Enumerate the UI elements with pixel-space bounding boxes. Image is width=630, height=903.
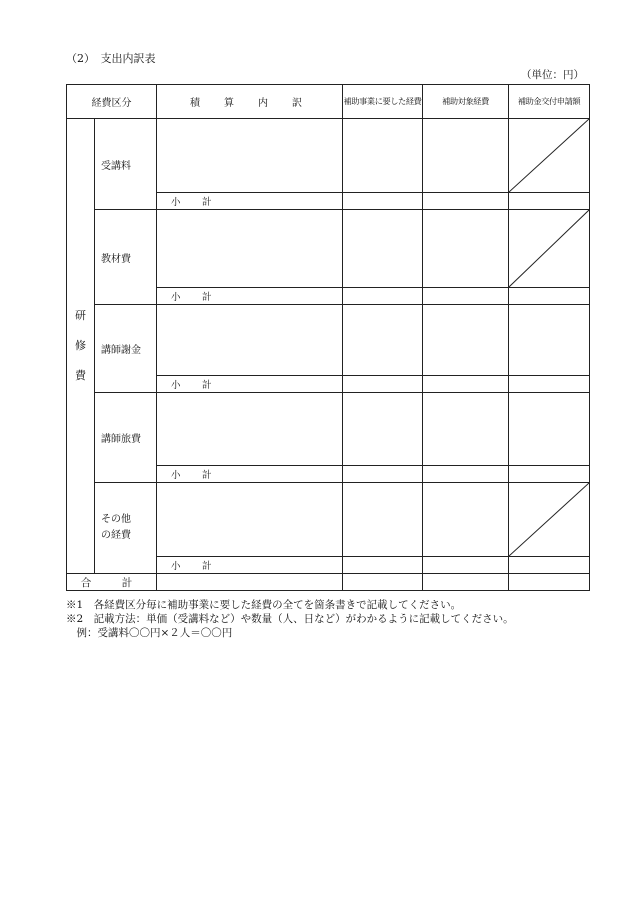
subtotal-grant-cell[interactable] (509, 288, 590, 305)
breakdown-cell[interactable] (157, 483, 343, 557)
subtotal-grant-cell[interactable] (509, 193, 590, 210)
subtotal-label: 小 計 (157, 193, 343, 210)
subtotal-grant-cell[interactable] (509, 376, 590, 393)
table-row (67, 119, 590, 193)
grant-request-cell[interactable] (509, 305, 590, 376)
required-cost-cell[interactable] (343, 483, 423, 557)
eligible-cost-cell[interactable] (423, 119, 509, 193)
subtotal-label: 小 計 (157, 376, 343, 393)
subtotal-eligible-cell[interactable] (423, 557, 509, 574)
grant-request-cell[interactable] (509, 393, 590, 466)
total-label: 合 計 (67, 574, 157, 591)
subtotal-eligible-cell[interactable] (423, 376, 509, 393)
subcategory-lecturer-travel: 講師旅費 (95, 393, 157, 483)
subtotal-required-cell[interactable] (343, 193, 423, 210)
header-required-cost: 補助事業に要した経費 (343, 85, 423, 119)
note-2: ※2 記載方法：単価（受講料など）や数量（人、日など）がわかるように記載してください。 (66, 613, 514, 625)
subtotal-required-cell[interactable] (343, 557, 423, 574)
total-grant-cell[interactable] (509, 574, 590, 591)
subtotal-grant-cell[interactable] (509, 557, 590, 574)
eligible-cost-cell[interactable] (423, 210, 509, 288)
header-grant-request: 補助金交付申請額 (509, 85, 590, 119)
subcategory-other-line1: その他 (101, 514, 131, 525)
required-cost-cell[interactable] (343, 393, 423, 466)
table-row (67, 210, 590, 288)
required-cost-cell[interactable] (343, 305, 423, 376)
subtotal-label: 小 計 (157, 466, 343, 483)
subcategory-lecturer-fee: 講師謝金 (95, 305, 157, 393)
main-category-char: 研 (75, 309, 86, 322)
breakdown-cell[interactable] (157, 119, 343, 193)
table-row (67, 393, 590, 466)
subtotal-required-cell[interactable] (343, 376, 423, 393)
table-header-row (67, 85, 590, 119)
eligible-cost-cell[interactable] (423, 483, 509, 557)
diagonal-slash (509, 483, 589, 556)
grant-request-cell-disabled (509, 483, 590, 557)
section-heading: （2） 支出内訳表 (66, 52, 156, 65)
required-cost-cell[interactable] (343, 210, 423, 288)
main-category-char: 修 (75, 339, 86, 352)
total-eligible-cell[interactable] (423, 574, 509, 591)
grant-request-cell-disabled (509, 210, 590, 288)
main-category-training (67, 119, 95, 574)
breakdown-cell[interactable] (157, 393, 343, 466)
note-example: 例：受講料〇〇円×２人＝〇〇円 (66, 627, 233, 639)
subtotal-eligible-cell[interactable] (423, 466, 509, 483)
notes (66, 598, 514, 640)
total-row (67, 574, 590, 591)
breakdown-cell[interactable] (157, 305, 343, 376)
subtotal-label: 小 計 (157, 288, 343, 305)
diagonal-slash (509, 210, 589, 287)
note-1: ※1 各経費区分毎に補助事業に要した経費の全てを箇条書きで記載してください。 (66, 599, 462, 611)
subcategory-other-expenses (95, 483, 157, 574)
subcategory-other-line2: の経費 (101, 530, 131, 541)
subtotal-grant-cell[interactable] (509, 466, 590, 483)
subtotal-eligible-cell[interactable] (423, 193, 509, 210)
total-required-cell[interactable] (343, 574, 423, 591)
diagonal-slash (509, 119, 589, 192)
header-breakdown: 積 算 内 訳 (157, 85, 343, 119)
subcategory-materials: 教材費 (95, 210, 157, 305)
header-eligible-cost: 補助対象経費 (423, 85, 509, 119)
eligible-cost-cell[interactable] (423, 305, 509, 376)
breakdown-cell[interactable] (157, 210, 343, 288)
subtotal-required-cell[interactable] (343, 466, 423, 483)
subtotal-eligible-cell[interactable] (423, 288, 509, 305)
total-breakdown-cell[interactable] (157, 574, 343, 591)
table-row (67, 483, 590, 557)
subcategory-tuition: 受講料 (95, 119, 157, 210)
expense-breakdown-table (66, 84, 590, 591)
subtotal-required-cell[interactable] (343, 288, 423, 305)
grant-request-cell-disabled (509, 119, 590, 193)
required-cost-cell[interactable] (343, 119, 423, 193)
table-row (67, 305, 590, 376)
unit-label: （単位：円） (521, 69, 584, 81)
main-category-char: 費 (75, 369, 86, 382)
subtotal-label: 小 計 (157, 557, 343, 574)
eligible-cost-cell[interactable] (423, 393, 509, 466)
header-category: 経費区分 (67, 85, 157, 119)
